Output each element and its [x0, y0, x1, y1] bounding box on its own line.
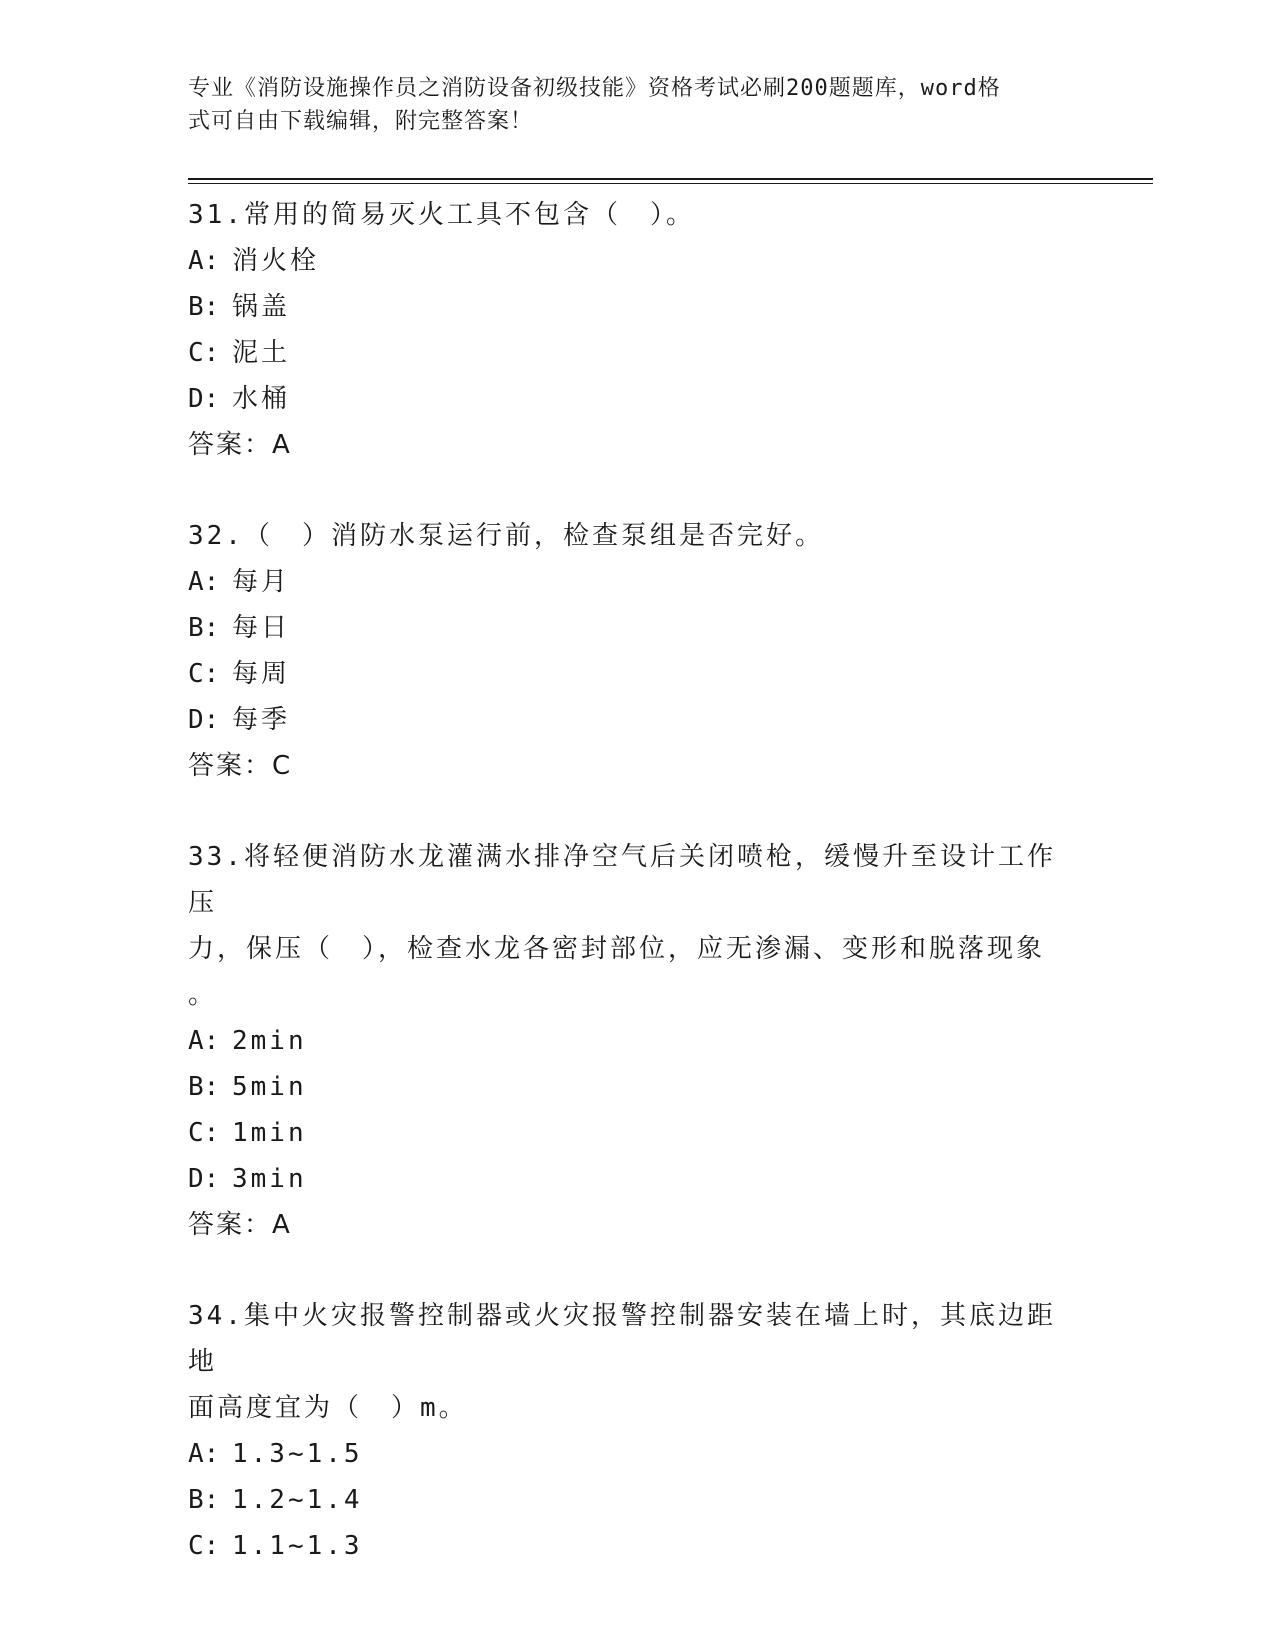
option-text: 每周 — [232, 659, 291, 689]
option-label: D: — [188, 384, 220, 414]
option-text: 每月 — [232, 567, 291, 597]
option-text: 1.1~1.3 — [232, 1531, 363, 1561]
option-text: 泥土 — [232, 338, 291, 368]
option-label: B: — [188, 613, 220, 643]
header-title-line-1: 专业《消防设施操作员之消防设备初级技能》资格考试必刷200题题库，word格 — [188, 76, 1001, 101]
option-text: 1min — [232, 1118, 307, 1148]
option-label: C: — [188, 1531, 220, 1561]
option-label: A: — [188, 1439, 220, 1469]
option-text: 锅盖 — [232, 292, 291, 322]
question-text: 32.（ ）消防水泵运行前，检查泵组是否完好。 — [188, 521, 824, 551]
question-text-line-1: 34.集中火灾报警控制器或火灾报警控制器安装在墙上时，其底边距地 — [188, 1301, 1056, 1377]
option-label: A: — [188, 246, 220, 276]
question-34 — [188, 1293, 1068, 1569]
option-text: 每日 — [232, 613, 291, 643]
option-label: D: — [188, 705, 220, 735]
option-label: B: — [188, 292, 220, 322]
option-text: 消火栓 — [232, 246, 320, 276]
option-a — [188, 238, 1068, 284]
option-text: 1.3~1.5 — [232, 1439, 363, 1469]
option-c — [188, 651, 1068, 697]
option-label: A: — [188, 1026, 220, 1056]
question-text-line-3: 。 — [188, 980, 218, 1010]
question-text-line-2: 面高度宜为（ ）m。 — [188, 1393, 468, 1423]
option-c — [188, 1110, 1068, 1156]
question-31 — [188, 192, 1068, 468]
option-d — [188, 697, 1068, 743]
header-divider-thick — [188, 178, 1153, 180]
header-title-line-2: 式可自由下载编辑，附完整答案！ — [188, 109, 534, 134]
option-label: C: — [188, 1118, 220, 1148]
option-b — [188, 1477, 1068, 1523]
option-label: B: — [188, 1072, 220, 1102]
option-c — [188, 330, 1068, 376]
option-d — [188, 376, 1068, 422]
question-list — [188, 192, 1068, 1614]
option-label: A: — [188, 567, 220, 597]
option-b — [188, 605, 1068, 651]
option-label: C: — [188, 659, 220, 689]
option-b — [188, 284, 1068, 330]
option-label: B: — [188, 1485, 220, 1515]
option-b — [188, 1064, 1068, 1110]
option-d — [188, 1156, 1068, 1202]
question-33 — [188, 834, 1068, 1248]
question-text-line-1: 33.将轻便消防水龙灌满水排净空气后关闭喷枪，缓慢升至设计工作压 — [188, 842, 1056, 918]
option-c — [188, 1523, 1068, 1569]
option-label: C: — [188, 338, 220, 368]
option-a — [188, 1431, 1068, 1477]
option-label: D: — [188, 1164, 220, 1194]
option-text: 3min — [232, 1164, 307, 1194]
option-text: 水桶 — [232, 384, 291, 414]
document-header — [188, 72, 1058, 138]
question-32 — [188, 513, 1068, 789]
answer-line: 答案：C — [188, 751, 293, 781]
question-text: 31.常用的简易灭火工具不包含（ ）。 — [188, 200, 695, 230]
question-text-line-2: 力，保压（ ），检查水龙各密封部位，应无渗漏、变形和脱落现象 — [188, 934, 1046, 964]
option-a — [188, 559, 1068, 605]
option-text: 每季 — [232, 705, 291, 735]
option-a — [188, 1018, 1068, 1064]
option-text: 5min — [232, 1072, 307, 1102]
answer-line: 答案：A — [188, 1210, 292, 1240]
option-text: 2min — [232, 1026, 307, 1056]
header-divider-thin — [188, 183, 1153, 184]
answer-line: 答案：A — [188, 430, 292, 460]
option-text: 1.2~1.4 — [232, 1485, 363, 1515]
